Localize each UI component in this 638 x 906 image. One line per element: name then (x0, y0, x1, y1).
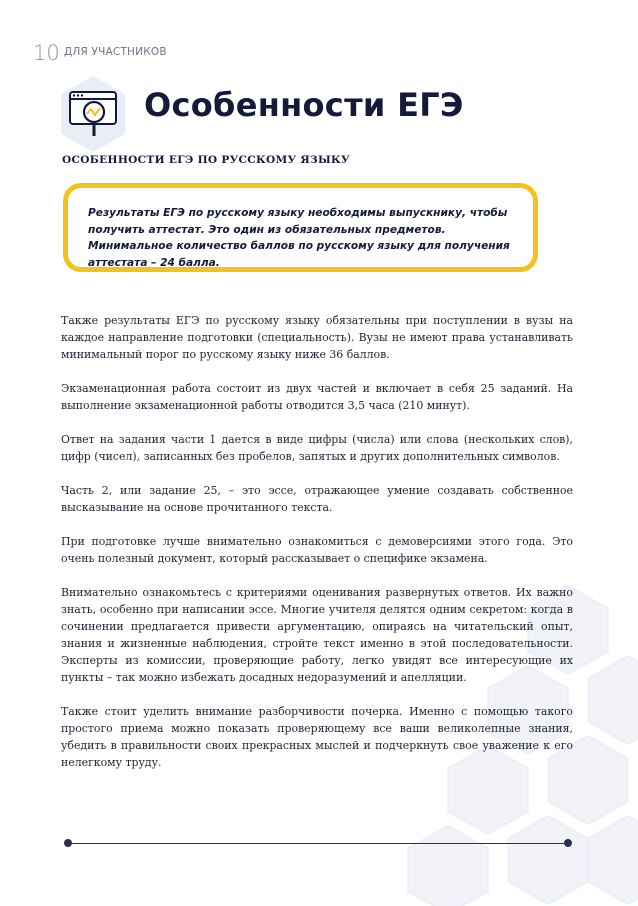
paragraph: При подготовке лучше внимательно ознакомиться с демоверсиями этого года. Это очень полезный документ, который рассказывает о специфике экзамена. (61, 535, 573, 565)
callout-line: Результаты ЕГЭ по русскому языку необходимы выпускнику, чтобы (88, 207, 508, 219)
callout-line: аттестата – 24 балла. (88, 256, 220, 269)
magnifier-chart-icon (58, 74, 128, 154)
paragraph: Внимательно ознакомьтесь с критериями оценивания развернутых ответов. Их важно знать, особенно при написании эссе. Многие учителя делятся одним секретом: когда в сочинении предлагается привести аргументацию, опираясь на читательский опыт, знания и жизненные наблюдения, стройте текст именно в этой последовательности. Эксперты из комиссии, проверяющие работу, легко увидят все интересующие их пункты – так можно избежать досадных недоразумений и апелляции. (61, 586, 573, 684)
section-label: ДЛЯ УЧАСТНИКОВ (64, 46, 167, 58)
callout-box (63, 183, 538, 272)
footer-divider (68, 843, 568, 844)
paragraph: Экзаменационная работа состоит из двух частей и включает в себя 25 заданий. На выполнение экзаменационной работы отводится 3,5 часа (210 минут). (61, 382, 573, 412)
callout-text (88, 205, 543, 271)
paragraph: Часть 2, или задание 25, – это эссе, отражающее умение создавать собственное высказывание на основе прочитанного текста. (61, 484, 573, 514)
body-text (61, 312, 573, 788)
callout-line: Минимальное количество баллов по русскому языку для получения (88, 240, 510, 252)
paragraph: Также стоит уделить внимание разборчивости почерка. Именно с помощью такого простого приема можно показать проверяющему все ваши великолепные знания, убедить в правильности своих прекрасных мыслей и подчеркнуть свое уважение к его нелегкому труду. (61, 705, 573, 769)
page-number: 10 (33, 41, 60, 65)
section-subtitle: ОСОБЕННОСТИ ЕГЭ ПО РУССКОМУ ЯЗЫКУ (62, 154, 350, 166)
paragraph: Ответ на задания части 1 дается в виде цифры (числа) или слова (нескольких слов), цифр (чисел), записанных без пробелов, запятых и других дополнительных символов. (61, 433, 573, 463)
page-title: Особенности ЕГЭ (144, 86, 464, 124)
callout-line: получить аттестат. Это один из обязательных предметов. (88, 223, 446, 236)
paragraph: Также результаты ЕГЭ по русскому языку обязательны при поступлении в вузы на каждое направление подготовки (специальность). Вузы не имеют права устанавливать минимальный порог по русскому языку ниже 36 баллов. (61, 314, 573, 361)
footer-dot-right (564, 839, 572, 847)
footer-dot-left (64, 839, 72, 847)
